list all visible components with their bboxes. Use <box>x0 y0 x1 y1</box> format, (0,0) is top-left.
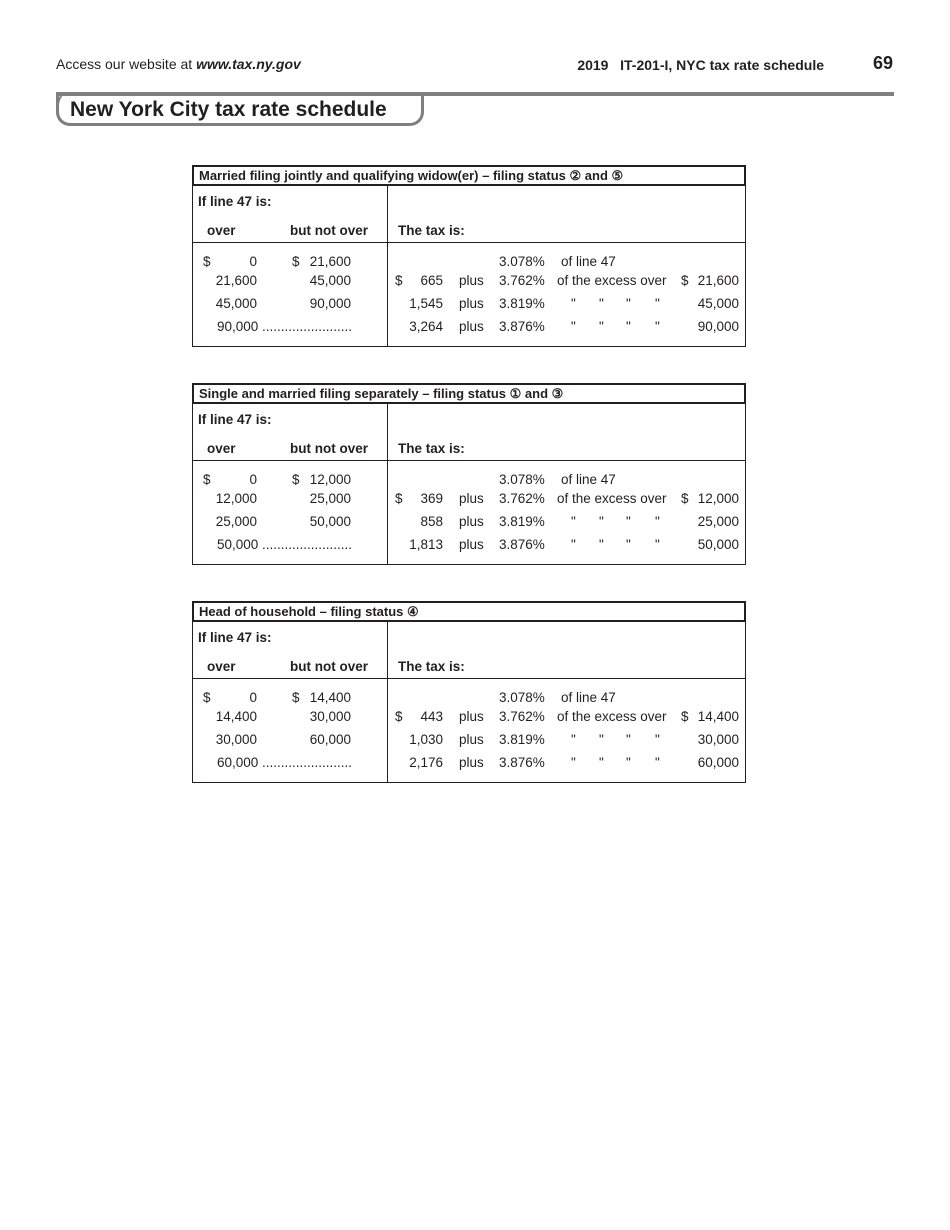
of-line-label: of line 47 <box>561 254 616 269</box>
ditto-mark: " <box>626 296 631 311</box>
of-excess-label: of the excess over <box>557 491 667 506</box>
of-excess-label: of the excess over <box>557 273 667 288</box>
not-over-value: 21,600 <box>309 254 351 269</box>
tax-is-header: The tax is: <box>398 659 465 674</box>
column-divider <box>387 186 388 346</box>
dollar-sign: $ <box>681 273 689 288</box>
ditto-mark: " <box>571 319 576 334</box>
over-value: 60,000 ........................ <box>217 755 353 770</box>
schedule-caption: Head of household – filing status ④ <box>192 601 746 622</box>
dollar-sign: $ <box>395 273 403 288</box>
over-value: 0 <box>249 472 257 487</box>
ditto-mark: " <box>599 514 604 529</box>
over-value: 0 <box>249 254 257 269</box>
plus-label: plus <box>459 273 484 288</box>
of-line-label: of line 47 <box>561 472 616 487</box>
over-value: 50,000 ........................ <box>217 537 353 552</box>
ditto-mark: " <box>655 732 660 747</box>
not-over-value: 60,000 <box>309 732 351 747</box>
ditto-mark: " <box>626 514 631 529</box>
schedule-body <box>192 622 746 783</box>
not-over-value: 25,000 <box>309 491 351 506</box>
schedule-body <box>192 404 746 565</box>
ditto-mark: " <box>655 319 660 334</box>
plus-label: plus <box>459 755 484 770</box>
dollar-sign: $ <box>292 472 300 487</box>
base-tax-value: 369 <box>420 491 443 506</box>
ditto-mark: " <box>626 319 631 334</box>
rate-schedule-table <box>192 601 746 783</box>
if-line-label: If line 47 is: <box>198 194 272 209</box>
page-title: New York City tax rate schedule <box>70 98 387 121</box>
rate-value: 3.819% <box>499 732 545 747</box>
ditto-mark: " <box>626 755 631 770</box>
over-value: 90,000 ........................ <box>217 319 353 334</box>
rate-value: 3.762% <box>499 709 545 724</box>
dollar-sign: $ <box>203 690 211 705</box>
plus-label: plus <box>459 514 484 529</box>
rate-value: 3.078% <box>499 472 545 487</box>
over-value: 0 <box>249 690 257 705</box>
not-over-value: 30,000 <box>309 709 351 724</box>
website-line <box>56 56 301 72</box>
but-not-over-header: but not over <box>290 659 368 674</box>
ditto-mark: " <box>599 319 604 334</box>
schedule-caption: Married filing jointly and qualifying widow(er) – filing status ② and ⑤ <box>192 165 746 186</box>
header-divider <box>193 242 745 243</box>
over-value: 21,600 <box>215 273 257 288</box>
rate-value: 3.078% <box>499 690 545 705</box>
base-tax-value: 665 <box>420 273 443 288</box>
schedule-body <box>192 186 746 347</box>
ditto-mark: " <box>599 755 604 770</box>
over-value: 14,400 <box>215 709 257 724</box>
over-header: over <box>207 223 236 238</box>
ditto-mark: " <box>599 537 604 552</box>
not-over-value: 14,400 <box>309 690 351 705</box>
dollar-sign: $ <box>395 709 403 724</box>
header-divider <box>193 460 745 461</box>
base-tax-value: 1,813 <box>409 537 443 552</box>
if-line-label: If line 47 is: <box>198 630 272 645</box>
plus-label: plus <box>459 709 484 724</box>
not-over-value: 90,000 <box>309 296 351 311</box>
rate-value: 3.762% <box>499 273 545 288</box>
ditto-mark: " <box>571 537 576 552</box>
dollar-sign: $ <box>395 491 403 506</box>
base-tax-value: 1,030 <box>409 732 443 747</box>
over-header: over <box>207 659 236 674</box>
rate-value: 3.078% <box>499 254 545 269</box>
tax-is-header: The tax is: <box>398 441 465 456</box>
tax-is-header: The tax is: <box>398 223 465 238</box>
ditto-mark: " <box>599 732 604 747</box>
dollar-sign: $ <box>681 709 689 724</box>
excess-over-value: 45,000 <box>697 296 739 311</box>
ditto-mark: " <box>571 296 576 311</box>
ditto-mark: " <box>626 537 631 552</box>
of-line-label: of line 47 <box>561 690 616 705</box>
rate-value: 3.876% <box>499 755 545 770</box>
ditto-mark: " <box>655 296 660 311</box>
ditto-mark: " <box>655 755 660 770</box>
ditto-mark: " <box>655 514 660 529</box>
excess-over-value: 25,000 <box>697 514 739 529</box>
excess-over-value: 21,600 <box>697 273 739 288</box>
over-header: over <box>207 441 236 456</box>
base-tax-value: 858 <box>420 514 443 529</box>
not-over-value: 45,000 <box>309 273 351 288</box>
but-not-over-header: but not over <box>290 441 368 456</box>
over-value: 25,000 <box>215 514 257 529</box>
of-excess-label: of the excess over <box>557 709 667 724</box>
dollar-sign: $ <box>292 254 300 269</box>
plus-label: plus <box>459 296 484 311</box>
excess-over-value: 50,000 <box>697 537 739 552</box>
over-value: 30,000 <box>215 732 257 747</box>
schedule-caption: Single and married filing separately – filing status ① and ③ <box>192 383 746 404</box>
if-line-label: If line 47 is: <box>198 412 272 427</box>
not-over-value: 50,000 <box>309 514 351 529</box>
not-over-value: 12,000 <box>309 472 351 487</box>
column-divider <box>387 622 388 782</box>
page-number: 69 <box>873 53 894 73</box>
excess-over-value: 60,000 <box>697 755 739 770</box>
plus-label: plus <box>459 319 484 334</box>
website-prefix: Access our website at <box>56 56 197 72</box>
dollar-sign: $ <box>681 491 689 506</box>
excess-over-value: 90,000 <box>697 319 739 334</box>
rate-value: 3.819% <box>499 296 545 311</box>
ditto-mark: " <box>655 537 660 552</box>
but-not-over-header: but not over <box>290 223 368 238</box>
ditto-mark: " <box>571 732 576 747</box>
rate-schedule-table <box>192 383 746 565</box>
header-divider <box>193 678 745 679</box>
plus-label: plus <box>459 537 484 552</box>
ditto-mark: " <box>599 296 604 311</box>
base-tax-value: 2,176 <box>409 755 443 770</box>
dollar-sign: $ <box>203 472 211 487</box>
base-tax-value: 1,545 <box>409 296 443 311</box>
plus-label: plus <box>459 491 484 506</box>
excess-over-value: 12,000 <box>697 491 739 506</box>
base-tax-value: 443 <box>420 709 443 724</box>
ditto-mark: " <box>571 755 576 770</box>
rate-value: 3.819% <box>499 514 545 529</box>
dollar-sign: $ <box>292 690 300 705</box>
over-value: 12,000 <box>215 491 257 506</box>
ditto-mark: " <box>571 514 576 529</box>
ditto-mark: " <box>626 732 631 747</box>
rate-value: 3.876% <box>499 537 545 552</box>
rate-schedule-table <box>192 165 746 347</box>
column-divider <box>387 404 388 564</box>
over-value: 45,000 <box>215 296 257 311</box>
rate-value: 3.762% <box>499 491 545 506</box>
rate-value: 3.876% <box>499 319 545 334</box>
dollar-sign: $ <box>203 254 211 269</box>
base-tax-value: 3,264 <box>409 319 443 334</box>
plus-label: plus <box>459 732 484 747</box>
website-url[interactable]: www.tax.ny.gov <box>196 56 301 72</box>
form-title: 2019 IT-201-I, NYC tax rate schedule <box>577 57 824 73</box>
excess-over-value: 30,000 <box>697 732 739 747</box>
excess-over-value: 14,400 <box>697 709 739 724</box>
